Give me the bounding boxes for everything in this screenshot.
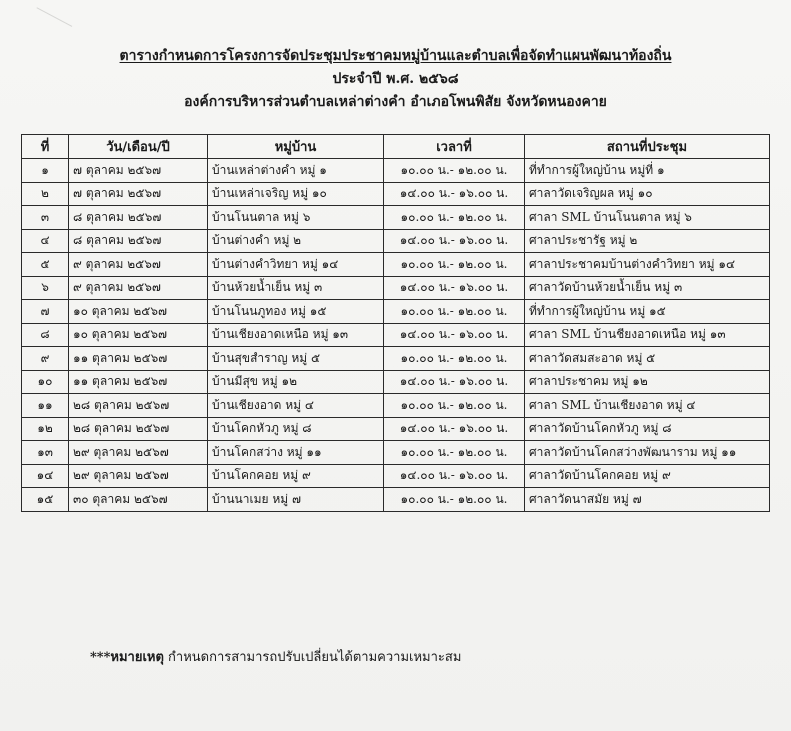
cell-time: ๑๔.๐๐ น.- ๑๖.๐๐ น.	[384, 370, 525, 394]
cell-time: ๑๔.๐๐ น.- ๑๖.๐๐ น.	[384, 182, 525, 206]
table-row	[22, 229, 770, 253]
cell-time: ๑๐.๐๐ น.- ๑๒.๐๐ น.	[384, 441, 525, 465]
cell-village: บ้านนาเมย หมู่ ๗	[208, 488, 384, 512]
cell-place: ศาลา SML บ้านเชียงอาด หมู่ ๔	[525, 394, 770, 418]
cell-village: บ้านเชียงอาดเหนือ หมู่ ๑๓	[208, 323, 384, 347]
cell-time: ๑๔.๐๐ น.- ๑๖.๐๐ น.	[384, 417, 525, 441]
cell-date: ๑๑ ตุลาคม ๒๕๖๗	[69, 370, 208, 394]
cell-village: บ้านเชียงอาด หมู่ ๔	[208, 394, 384, 418]
cell-no: ๕	[22, 253, 69, 277]
cell-time: ๑๔.๐๐ น.- ๑๖.๐๐ น.	[384, 276, 525, 300]
table-row	[22, 206, 770, 230]
cell-place: ศาลาวัดสมสะอาด หมู่ ๕	[525, 347, 770, 371]
table-header-row	[22, 135, 770, 159]
meeting-schedule-table	[21, 134, 770, 512]
cell-place: ศาลา SML บ้านชียงอาดเหนือ หมู่ ๑๓	[525, 323, 770, 347]
cell-date: ๙ ตุลาคม ๒๕๖๗	[69, 253, 208, 277]
cell-village: บ้านโคกหัวภู หมู่ ๘	[208, 417, 384, 441]
footnote	[90, 646, 461, 667]
cell-place: ที่ทำการผู้ใหญ่บ้าน หมู่ที่ ๑	[525, 159, 770, 183]
cell-no: ๑	[22, 159, 69, 183]
cell-date: ๒๘ ตุลาคม ๒๕๖๗	[69, 394, 208, 418]
cell-date: ๗ ตุลาคม ๒๕๖๗	[69, 182, 208, 206]
cell-no: ๓	[22, 206, 69, 230]
cell-no: ๗	[22, 300, 69, 324]
cell-date: ๓๐ ตุลาคม ๒๕๖๗	[69, 488, 208, 512]
cell-time: ๑๐.๐๐ น.- ๑๒.๐๐ น.	[384, 159, 525, 183]
cell-place: ศาลาวัดบ้านโคกสว่างพัฒนาราม หมู่ ๑๑	[525, 441, 770, 465]
footnote-label: ***หมายเหตุ	[90, 650, 164, 665]
cell-place: ศาลาประชาคม หมู่ ๑๒	[525, 370, 770, 394]
cell-no: ๙	[22, 347, 69, 371]
table-row	[22, 441, 770, 465]
title-line-3: องค์การบริหารส่วนตำบลเหล่าต่างคำ อำเภอโพนพิสัย จังหวัดหนองคาย	[184, 94, 607, 110]
cell-date: ๘ ตุลาคม ๒๕๖๗	[69, 206, 208, 230]
cell-place: ศาลาประชารัฐ หมู่ ๒	[525, 229, 770, 253]
cell-village: บ้านต่างคำวิทยา หมู่ ๑๔	[208, 253, 384, 277]
table-row	[22, 159, 770, 183]
cell-no: ๖	[22, 276, 69, 300]
cell-place: ศาลาวัดบ้านห้วยน้ำเย็น หมู่ ๓	[525, 276, 770, 300]
cell-date: ๑๐ ตุลาคม ๒๕๖๗	[69, 323, 208, 347]
cell-date: ๘ ตุลาคม ๒๕๖๗	[69, 229, 208, 253]
cell-time: ๑๔.๐๐ น.- ๑๖.๐๐ น.	[384, 229, 525, 253]
cell-time: ๑๐.๐๐ น.- ๑๒.๐๐ น.	[384, 394, 525, 418]
cell-time: ๑๔.๐๐ น.- ๑๖.๐๐ น.	[384, 323, 525, 347]
title-line-2: ประจำปี พ.ศ. ๒๕๖๘	[332, 71, 459, 87]
cell-village: บ้านสุขสำราญ หมู่ ๕	[208, 347, 384, 371]
cell-no: ๒	[22, 182, 69, 206]
cell-place: ศาลาวัดบ้านโคกคอย หมู่ ๙	[525, 464, 770, 488]
cell-no: ๑๒	[22, 417, 69, 441]
cell-village: บ้านโคกสว่าง หมู่ ๑๑	[208, 441, 384, 465]
table-row	[22, 488, 770, 512]
cell-place: ศาลาวัดเจริญผล หมู่ ๑๐	[525, 182, 770, 206]
cell-village: บ้านเหล่าต่างคำ หมู่ ๑	[208, 159, 384, 183]
document-title	[0, 45, 791, 114]
table-row	[22, 370, 770, 394]
cell-village: บ้านโนนตาล หมู่ ๖	[208, 206, 384, 230]
table-row	[22, 300, 770, 324]
table-row	[22, 276, 770, 300]
footnote-text: กำหนดการสามารถปรับเปลี่ยนได้ตามความเหมาะสม	[168, 650, 462, 665]
cell-time: ๑๐.๐๐ น.- ๑๒.๐๐ น.	[384, 253, 525, 277]
cell-village: บ้านห้วยน้ำเย็น หมู่ ๓	[208, 276, 384, 300]
cell-date: ๒๘ ตุลาคม ๒๕๖๗	[69, 417, 208, 441]
cell-date: ๑๐ ตุลาคม ๒๕๖๗	[69, 300, 208, 324]
header-date: วัน/เดือน/ปี	[69, 135, 208, 159]
header-no: ที่	[22, 135, 69, 159]
header-place: สถานที่ประชุม	[525, 135, 770, 159]
cell-place: ศาลา SML บ้านโนนตาล หมู่ ๖	[525, 206, 770, 230]
cell-no: ๑๓	[22, 441, 69, 465]
cell-time: ๑๔.๐๐ น.- ๑๖.๐๐ น.	[384, 464, 525, 488]
cell-village: บ้านโคกคอย หมู่ ๙	[208, 464, 384, 488]
scan-fold-mark	[36, 0, 83, 27]
table-row	[22, 394, 770, 418]
header-time: เวลาที่	[384, 135, 525, 159]
cell-no: ๑๐	[22, 370, 69, 394]
cell-place: ศาลาประชาคมบ้านต่างคำวิทยา หมู่ ๑๔	[525, 253, 770, 277]
cell-no: ๑๑	[22, 394, 69, 418]
cell-date: ๑๑ ตุลาคม ๒๕๖๗	[69, 347, 208, 371]
table-row	[22, 417, 770, 441]
cell-village: บ้านต่างคำ หมู่ ๒	[208, 229, 384, 253]
table-row	[22, 464, 770, 488]
cell-time: ๑๐.๐๐ น.- ๑๒.๐๐ น.	[384, 300, 525, 324]
cell-village: บ้านเหล่าเจริญ หมู่ ๑๐	[208, 182, 384, 206]
cell-date: ๗ ตุลาคม ๒๕๖๗	[69, 159, 208, 183]
cell-place: ศาลาวัดบ้านโคกหัวภู หมู่ ๘	[525, 417, 770, 441]
cell-place: ที่ทำการผู้ใหญ่บ้าน หมู่ ๑๕	[525, 300, 770, 324]
cell-time: ๑๐.๐๐ น.- ๑๒.๐๐ น.	[384, 347, 525, 371]
cell-village: บ้านมีสุข หมู่ ๑๒	[208, 370, 384, 394]
cell-village: บ้านโนนภูทอง หมู่ ๑๕	[208, 300, 384, 324]
title-line-1: ตารางกำหนดการโครงการจัดประชุมประชาคมหมู่บ้านและตำบลเพื่อจัดทำแผนพัฒนาท้องถิ่น	[119, 48, 672, 64]
cell-no: ๑๔	[22, 464, 69, 488]
cell-date: ๙ ตุลาคม ๒๕๖๗	[69, 276, 208, 300]
cell-date: ๒๙ ตุลาคม ๒๕๖๗	[69, 441, 208, 465]
cell-time: ๑๐.๐๐ น.- ๑๒.๐๐ น.	[384, 206, 525, 230]
cell-no: ๔	[22, 229, 69, 253]
cell-time: ๑๐.๐๐ น.- ๑๒.๐๐ น.	[384, 488, 525, 512]
cell-place: ศาลาวัดนาสมัย หมู่ ๗	[525, 488, 770, 512]
table-row	[22, 323, 770, 347]
table-row	[22, 347, 770, 371]
cell-date: ๒๙ ตุลาคม ๒๕๖๗	[69, 464, 208, 488]
table-row	[22, 182, 770, 206]
cell-no: ๘	[22, 323, 69, 347]
table-row	[22, 253, 770, 277]
header-village: หมู่บ้าน	[208, 135, 384, 159]
cell-no: ๑๕	[22, 488, 69, 512]
table-body	[22, 159, 770, 512]
